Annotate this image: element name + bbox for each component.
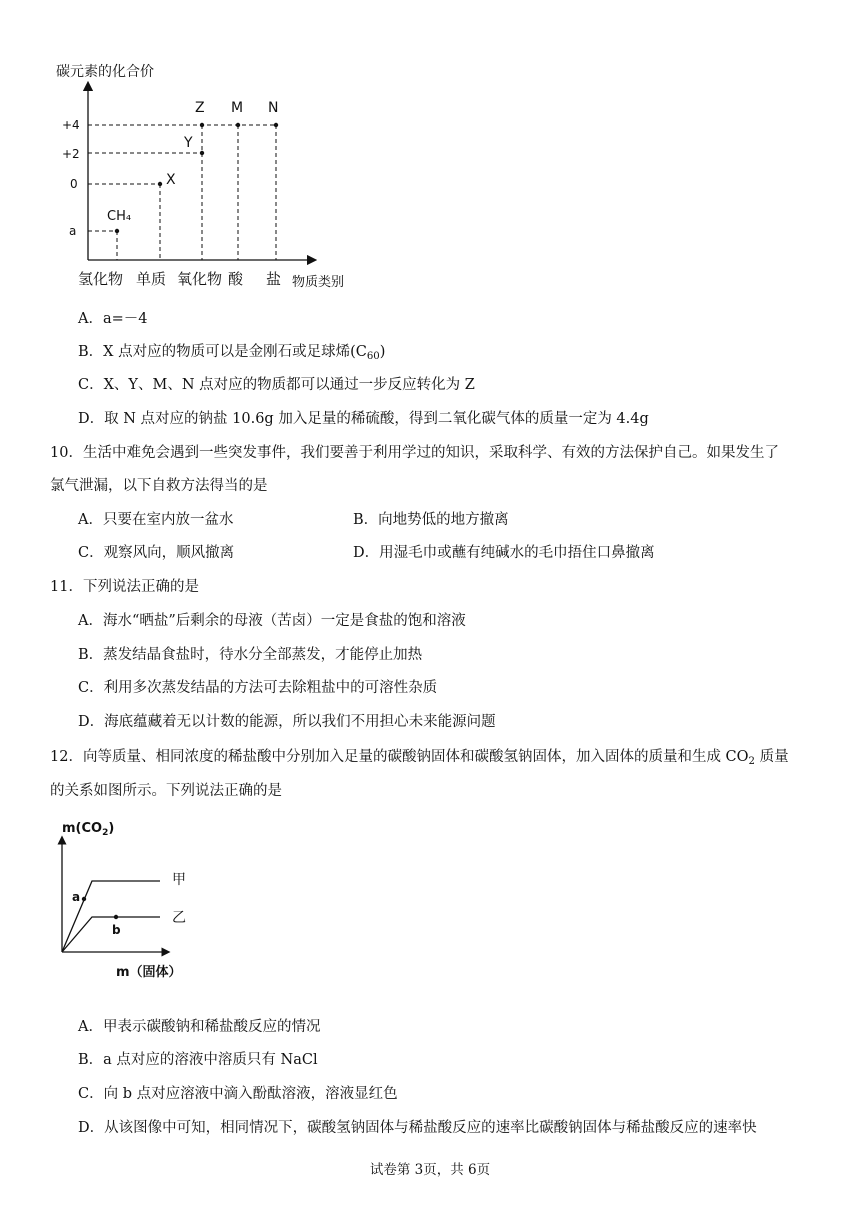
- y-tick-plus2: +2: [62, 147, 80, 161]
- label-m: M: [231, 100, 244, 116]
- label-a: a: [72, 890, 81, 904]
- q10-stem-line1: 10．生活中难免会遇到一些突发事件，我们要善于利用学过的知识，采取科学、有效的方法保护自己。如果发生了: [50, 445, 779, 461]
- q12-stem-tail: 质量: [755, 749, 789, 765]
- q11-option-b: B．蒸发结晶食盐时，待水分全部蒸发，才能停止加热: [78, 647, 423, 663]
- q11-option-d: D．海底蕴藏着无以计数的能源，所以我们不用担心未来能源问题: [78, 714, 496, 730]
- q12-option-c: C．向 b 点对应溶液中滴入酚酞溶液，溶液显红色: [78, 1086, 398, 1102]
- q11-option-a: A．海水“晒盐”后剩余的母液（苦卤）一定是食盐的饱和溶液: [78, 613, 466, 629]
- y-axis-title: 碳元素的化合价: [56, 64, 154, 80]
- q12-option-b: B．a 点对应的溶液中溶质只有 NaCl: [78, 1052, 318, 1068]
- series-jia-label: 甲: [172, 872, 186, 888]
- q11-stem: 11．下列说法正确的是: [50, 579, 199, 595]
- q12-option-a: A．甲表示碳酸钠和稀盐酸反应的情况: [78, 1019, 321, 1035]
- y-tick-0: 0: [70, 177, 78, 191]
- label-z: Z: [195, 100, 205, 116]
- x-cat-acid: 酸: [228, 270, 244, 288]
- label-x: X: [166, 172, 176, 188]
- point-ch4: [115, 229, 119, 233]
- y-tick-plus4: +4: [62, 118, 80, 132]
- q10-option-b: B．向地势低的地方撤离: [353, 512, 509, 528]
- point-y: [200, 151, 204, 155]
- q12-option-d: D．从该图像中可知，相同情况下，碳酸氢钠固体与稀盐酸反应的速率比碳酸钠固体与稀盐酸反应的速率快: [78, 1120, 757, 1136]
- q9-option-a: A．a=－4: [78, 311, 148, 327]
- label-n: N: [268, 100, 279, 116]
- point-n: [274, 123, 278, 127]
- point-m: [236, 123, 240, 127]
- y-axis-title-sub: 2: [102, 828, 109, 838]
- point-z: [200, 123, 204, 127]
- label-b: b: [112, 923, 121, 937]
- series-yi-line: [62, 917, 160, 952]
- x-cat-hydride: 氢化物: [78, 270, 124, 288]
- q10-option-a: A．只要在室内放一盆水: [78, 512, 234, 528]
- point-a: [82, 897, 86, 901]
- series-yi-label: 乙: [172, 910, 186, 926]
- point-b: [114, 915, 118, 919]
- valence-category-figure: [50, 58, 370, 293]
- y-axis-title-text: m(CO: [62, 821, 103, 836]
- q10-option-d: D．用湿毛巾或蘸有纯碱水的毛巾捂住口鼻撤离: [353, 545, 655, 561]
- q9-option-b: [78, 342, 385, 362]
- q9-option-b-text: B．X 点对应的物质可以是金刚石或足球烯(C: [78, 344, 367, 360]
- x-cat-oxide: 氧化物: [177, 270, 223, 288]
- q9-option-c: C．X、Y、M、N 点对应的物质都可以通过一步反应转化为 Z: [78, 377, 475, 393]
- q9-option-d: D．取 N 点对应的钠盐 10.6g 加入足量的稀硫酸，得到二氧化碳气体的质量一定为 4.4g: [78, 411, 649, 427]
- label-y: Y: [184, 135, 193, 151]
- q12-stem-sub: 2: [748, 756, 755, 767]
- label-ch4: CH₄: [107, 209, 132, 224]
- q12-stem-text: 12．向等质量、相同浓度的稀盐酸中分别加入足量的碳酸钠固体和碳酸氢钠固体，加入固体的质量和生成 CO: [50, 749, 749, 765]
- x-axis-title: 物质类别: [292, 275, 345, 290]
- y-axis-title-co2: [62, 821, 114, 838]
- q9-option-b-sub: 60: [366, 351, 380, 362]
- x-axis-title-2: m（固体）: [116, 965, 182, 980]
- q10-option-c: C．观察风向，顺风撤离: [78, 545, 235, 561]
- co2-mass-figure: [50, 812, 210, 984]
- q9-option-b-close: ): [379, 344, 386, 360]
- y-axis-title-close: ): [108, 821, 115, 836]
- page-footer: 试卷第 3页，共 6页: [369, 1162, 491, 1178]
- point-x: [158, 182, 162, 186]
- q12-stem-line2: 的关系如图所示。下列说法正确的是: [50, 783, 282, 799]
- x-cat-salt: 盐: [266, 270, 282, 288]
- x-cat-element: 单质: [136, 270, 167, 288]
- q11-option-c: C．利用多次蒸发结晶的方法可去除粗盐中的可溶性杂质: [78, 680, 438, 696]
- q10-stem-line2: 氯气泄漏，以下自救方法得当的是: [50, 478, 268, 494]
- q12-stem-line1: [50, 747, 789, 767]
- y-tick-a: a: [69, 224, 77, 238]
